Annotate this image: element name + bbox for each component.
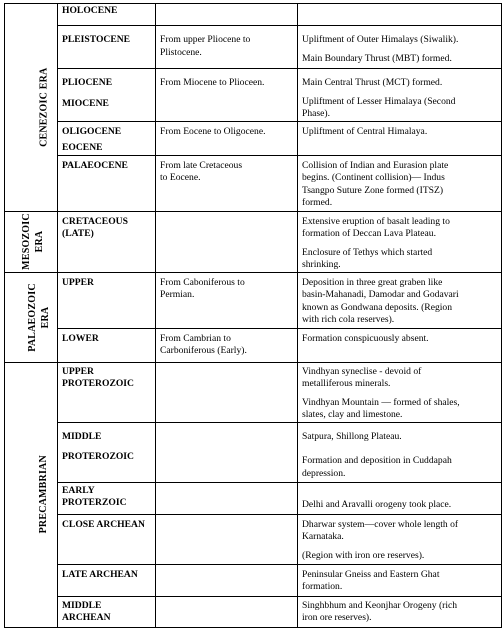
description-text: Formation conspicuously absent. — [302, 332, 429, 344]
table-row — [5, 26, 502, 69]
description-cell — [298, 422, 502, 482]
era-cell-precambrian — [5, 362, 58, 627]
description-text: Vindhyan Mountain — formed of shales, — [302, 396, 460, 408]
description-cell — [298, 362, 502, 422]
description-text: Enclosure of Tethys which started — [302, 246, 433, 258]
period-cell — [58, 26, 156, 69]
description-text: Main Boundary Thrust (MBT) formed. — [302, 52, 452, 64]
period-label: PLIOCENE — [62, 77, 113, 88]
range-cell — [156, 121, 298, 155]
period-label: EARLY — [62, 484, 95, 496]
period-cell — [58, 121, 156, 155]
range-text: From Caboniferous to — [160, 276, 245, 288]
description-text: Upliftment of Outer Himalays (Siwalik). — [302, 34, 459, 45]
description-text: Delhi and Aravalli orogeny took place. — [302, 499, 452, 510]
table-row — [5, 514, 502, 564]
period-label: HOLOCENE — [62, 5, 118, 16]
description-text: Collision of Indian and Eurasion plate — [302, 159, 449, 171]
table-row — [5, 121, 502, 155]
range-text: From Miocene to Plioceen. — [160, 77, 265, 88]
range-text: Carboniferous (Early). — [160, 345, 247, 356]
description-cell — [298, 155, 502, 211]
period-label: PROTEROZOIC — [62, 378, 134, 389]
description-text: Extensive eruption of basalt leading to — [302, 215, 450, 227]
period-label: MIDDLE — [62, 430, 102, 442]
era-cell-mesozoic — [5, 211, 58, 272]
description-cell — [298, 69, 502, 122]
description-text: Upliftment of Lesser Himalaya (Second — [302, 95, 456, 107]
range-text: From Cambrian to — [160, 332, 231, 344]
range-text: From late Cretaceous — [160, 159, 243, 171]
range-cell — [156, 26, 298, 69]
description-text: formed. — [302, 197, 333, 208]
description-text: depression. — [302, 467, 346, 479]
description-text: Main Central Thrust (MCT) formed. — [302, 77, 443, 88]
range-cell — [156, 596, 298, 627]
period-cell — [58, 4, 156, 26]
table-row — [5, 272, 502, 328]
range-cell — [156, 328, 298, 362]
range-text: to Eocene. — [160, 172, 201, 183]
table-row — [5, 564, 502, 596]
range-cell — [156, 4, 298, 26]
description-text: Dharwar system—cover whole length of — [302, 518, 459, 530]
description-cell — [298, 596, 502, 627]
table-row — [5, 362, 502, 422]
description-text: Singhbhum and Keonjhar Orogeny (rich — [302, 599, 458, 611]
description-text: iron ore reserves). — [302, 612, 372, 623]
period-label: EOCENE — [62, 142, 103, 153]
description-text: Deposition in three great graben like — [302, 276, 443, 288]
period-cell — [58, 514, 156, 564]
range-text: From Eocene to Oligocene. — [160, 125, 266, 137]
table-row — [5, 4, 502, 26]
description-cell — [298, 328, 502, 362]
period-cell — [58, 564, 156, 596]
table-row — [5, 328, 502, 362]
period-label: MIDDLE — [62, 599, 102, 611]
description-text: basin-Mahanadi, Damodar and Godavari — [302, 289, 459, 300]
period-label: PROTEROZOIC — [62, 451, 134, 462]
description-cell — [298, 4, 502, 26]
table-row — [5, 155, 502, 211]
description-text: Formation and deposition in Cuddapah — [302, 455, 452, 466]
geologic-time-table — [4, 3, 502, 628]
description-cell — [298, 272, 502, 328]
range-text: Permian. — [160, 289, 195, 300]
description-cell — [298, 564, 502, 596]
era-label-precambrian: PRECAMBRIAN — [37, 455, 49, 534]
period-label: PLEISTOCENE — [62, 34, 131, 45]
period-cell — [58, 422, 156, 482]
period-cell — [58, 272, 156, 328]
period-label: OLIGOCENE — [62, 125, 122, 137]
period-label: CRETACEOUS — [62, 215, 128, 227]
era-cell-palaeozoic — [5, 272, 58, 362]
description-text: shrinking. — [302, 259, 341, 270]
period-label: MIOCENE — [62, 97, 109, 109]
range-cell — [156, 482, 298, 514]
range-cell — [156, 564, 298, 596]
period-cell — [58, 69, 156, 122]
period-cell — [58, 482, 156, 514]
period-cell — [58, 155, 156, 211]
era-label-palaeozoic: PALAEOZOIC ERA — [26, 282, 51, 352]
range-cell — [156, 514, 298, 564]
description-text: Upliftment of Central Himalaya. — [302, 125, 428, 137]
description-text: Satpura, Shillong Plateau. — [302, 430, 402, 442]
period-cell — [58, 362, 156, 422]
range-text: From upper Pliocene to — [160, 34, 251, 45]
table-row — [5, 211, 502, 272]
description-text: Phase). — [302, 108, 330, 119]
range-cell — [156, 69, 298, 122]
description-text: formation of Deccan Lava Plateau. — [302, 228, 436, 239]
description-cell — [298, 211, 502, 272]
range-text: Plistocene. — [160, 46, 202, 58]
table-row — [5, 69, 502, 122]
description-text: Vindhyan syneclise - devoid of — [302, 365, 422, 377]
period-label: UPPER — [62, 365, 94, 377]
description-text: (Region with iron ore reserves). — [302, 549, 425, 561]
range-cell — [156, 422, 298, 482]
description-text: begins. (Continent collision)— Indus — [302, 172, 445, 183]
period-label: (LATE) — [62, 228, 94, 239]
era-cell-cenozoic — [5, 4, 58, 212]
period-label: UPPER — [62, 276, 94, 288]
description-text: Karnataka. — [302, 531, 344, 542]
description-cell — [298, 482, 502, 514]
period-label: CLOSE ARCHEAN — [62, 518, 145, 530]
period-label: PROTERZOIC — [62, 497, 127, 508]
range-cell — [156, 155, 298, 211]
period-label: PALAEOCENE — [62, 159, 128, 171]
description-text: Tsangpo Suture Zone formed (ITSZ) — [302, 184, 444, 196]
table-row — [5, 422, 502, 482]
period-cell — [58, 328, 156, 362]
description-text: known as Gondwana deposits. (Region — [302, 301, 453, 313]
table-row — [5, 482, 502, 514]
era-label-cenozoic: CENEZOIC ERA — [38, 67, 50, 147]
period-label: LATE ARCHEAN — [62, 568, 138, 580]
range-cell — [156, 211, 298, 272]
range-cell — [156, 272, 298, 328]
description-cell — [298, 514, 502, 564]
era-label-mesozoic: MESOZOIC ERA — [20, 213, 45, 270]
period-cell — [58, 596, 156, 627]
description-text: Peninsular Gneiss and Eastern Ghat — [302, 568, 440, 580]
description-text: with rich cola reserves). — [302, 314, 395, 325]
description-cell — [298, 26, 502, 69]
period-label: ARCHEAN — [62, 612, 111, 623]
description-cell — [298, 121, 502, 155]
description-text: slates, clay and limestone. — [302, 409, 403, 420]
description-text: metalliferous minerals. — [302, 378, 391, 389]
description-text: formation. — [302, 581, 343, 592]
range-cell — [156, 362, 298, 422]
table-row — [5, 596, 502, 627]
period-label: LOWER — [62, 332, 99, 344]
period-cell — [58, 211, 156, 272]
